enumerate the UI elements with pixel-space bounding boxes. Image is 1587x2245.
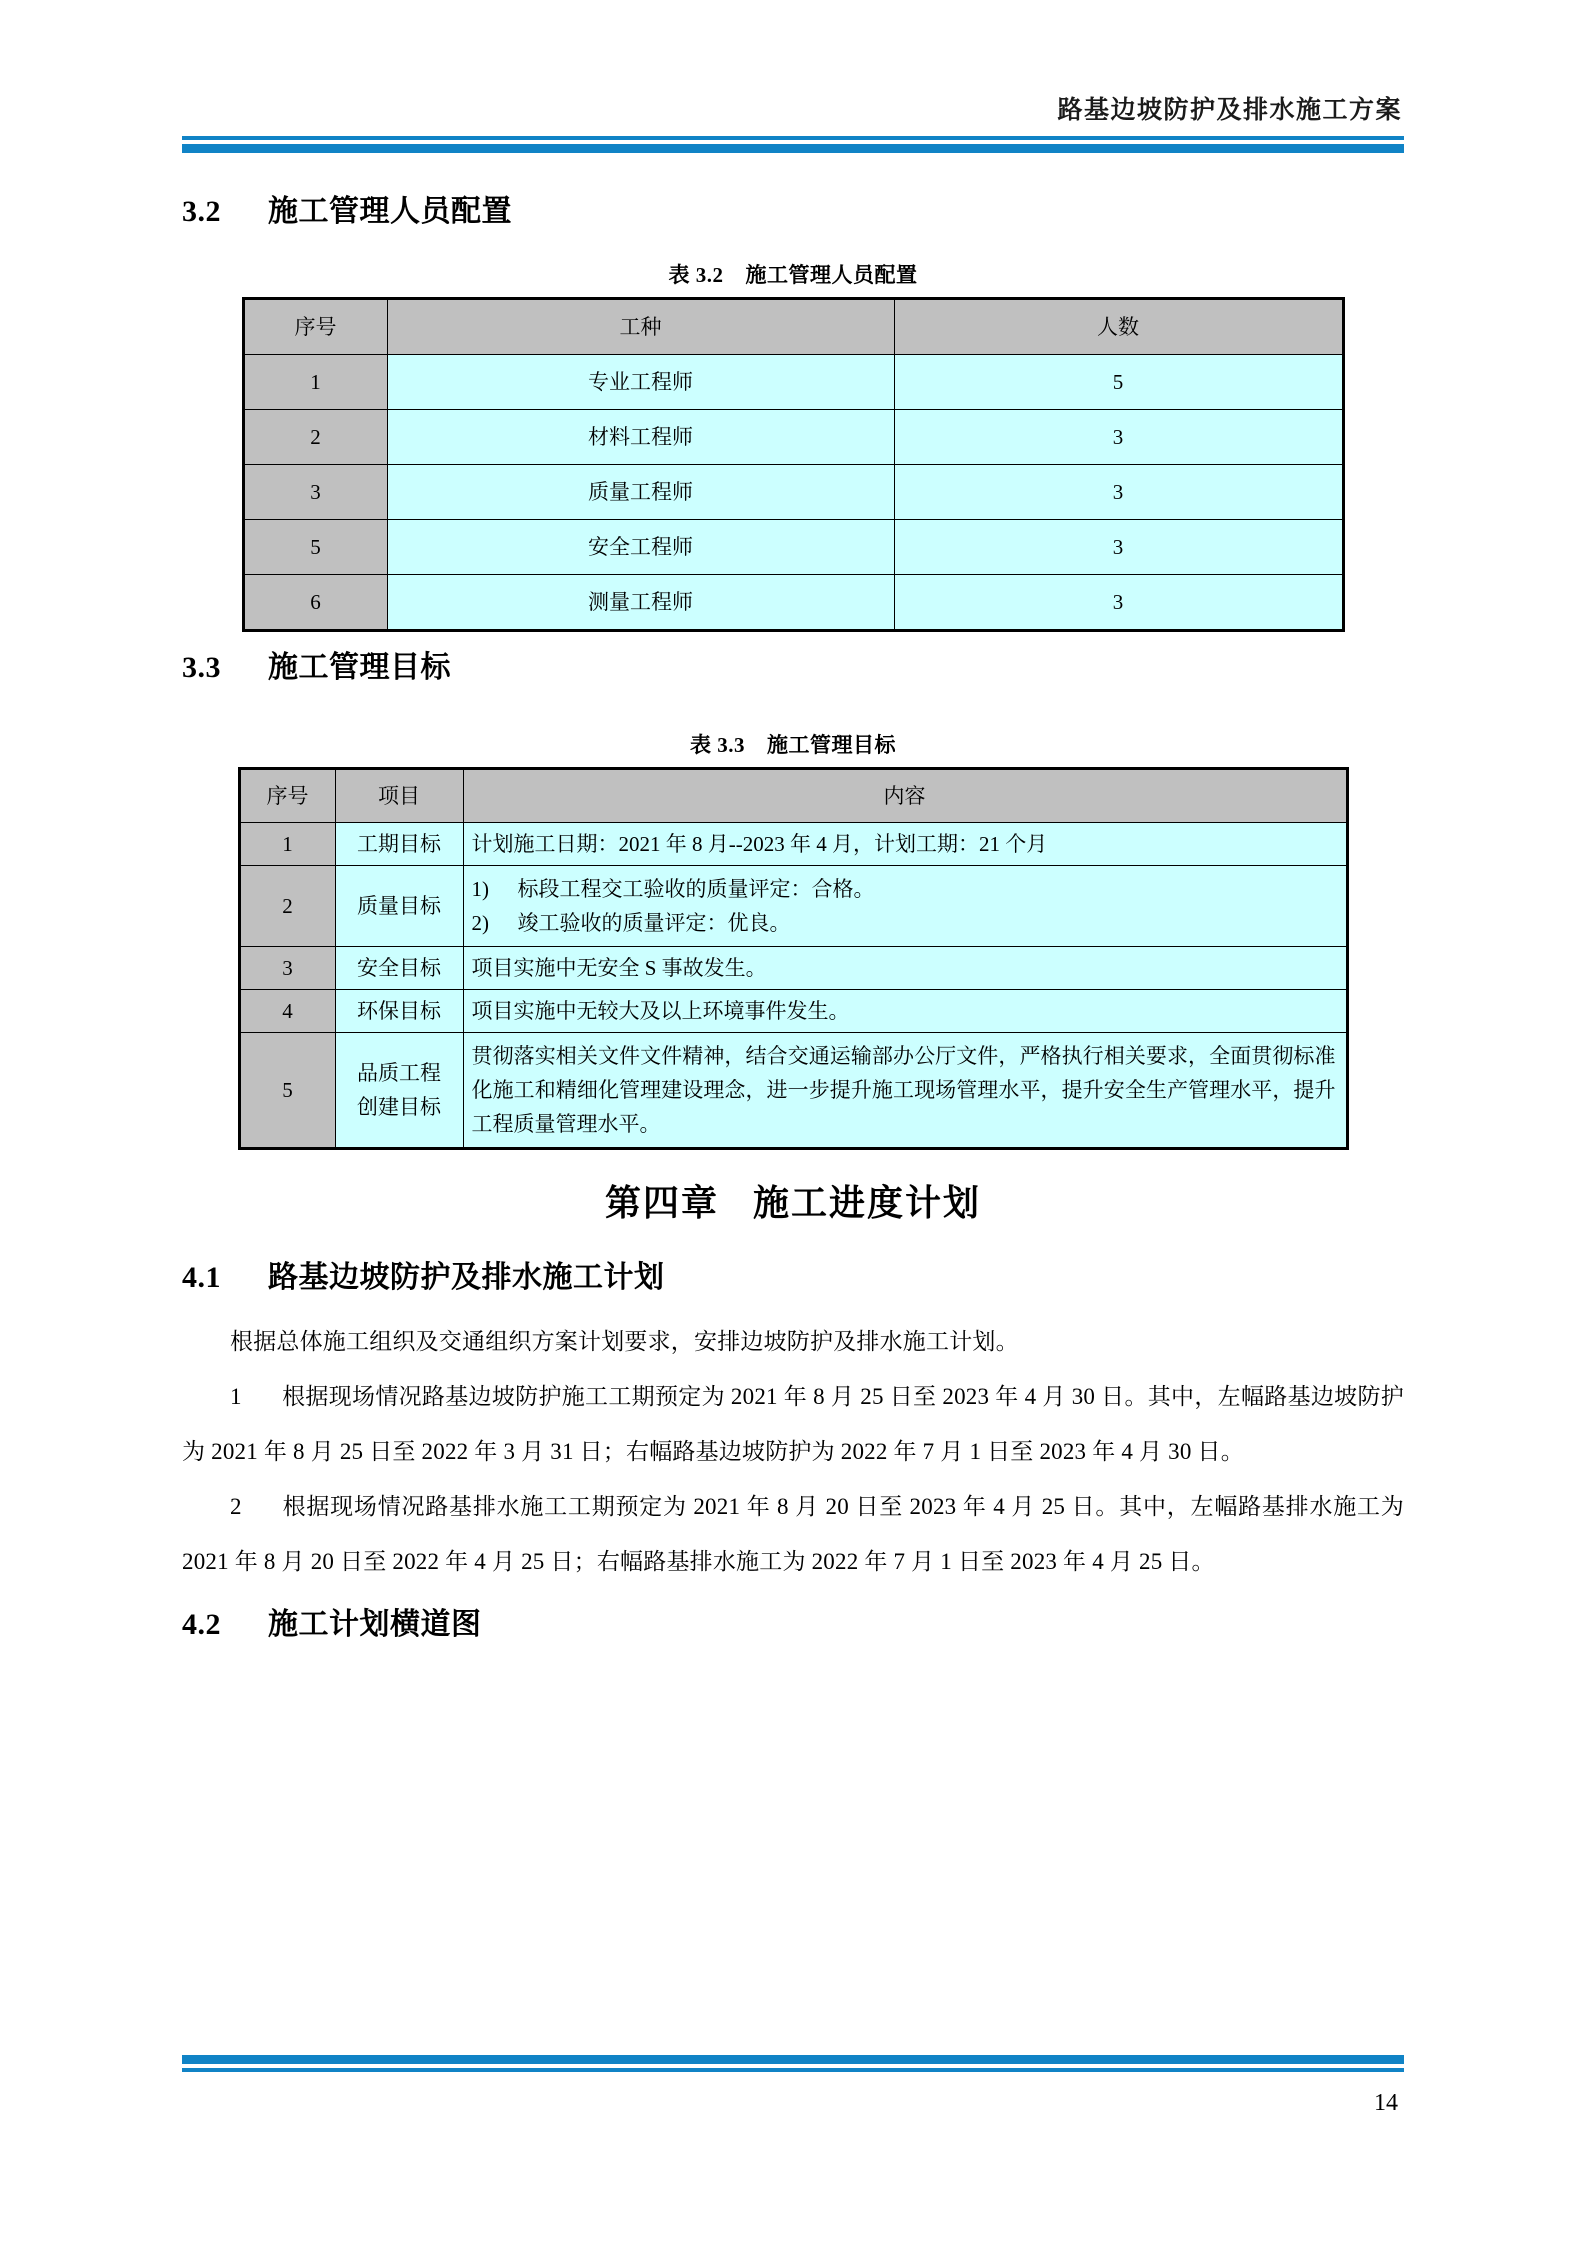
- list-text: 标段工程交工验收的质量评定：合格。: [517, 877, 875, 901]
- page-footer: [182, 2055, 1404, 2120]
- cell-item-line-2: 创建目标: [357, 1095, 441, 1119]
- paragraph-number: 2: [230, 1494, 242, 1519]
- cell-content: 项目实施中无较大及以上环境事件发生。: [463, 990, 1347, 1033]
- table-row: [243, 465, 1343, 520]
- cell-count: 3: [894, 465, 1343, 520]
- paragraph-item-1: [182, 1369, 1404, 1479]
- section-title-3-2: 施工管理人员配置: [268, 195, 512, 228]
- content-list-item: [472, 906, 1338, 940]
- table-row: [239, 1033, 1347, 1149]
- table-staffing: [242, 297, 1345, 632]
- section-number-3-3: 3.3: [182, 651, 221, 684]
- paragraph-item-2: [182, 1479, 1404, 1589]
- chapter-number: 第四章: [604, 1183, 719, 1223]
- table-row: [243, 575, 1343, 631]
- cell-job: 专业工程师: [387, 355, 894, 410]
- cell-index: 3: [239, 947, 335, 990]
- table-row: [239, 823, 1347, 866]
- table-3-3-caption-title: 施工管理目标: [767, 733, 896, 757]
- table-3-3-caption: [182, 730, 1404, 760]
- cell-content: 项目实施中无安全 S 事故发生。: [463, 947, 1347, 990]
- cell-index: 6: [243, 575, 387, 631]
- cell-item: [335, 1033, 463, 1149]
- paragraph-text: 根据现场情况路基排水施工工期预定为 2021 年 8 月 20 日至 2023 年 4 月 25 日。其中，左幅路基排水施工为 2021 年 8 月 20 日至 2022 年 4 月 25 日；右幅路基排水施工为 2022 年 7 月 1 日至 2023 年 4 月 25 日。: [182, 1494, 1404, 1574]
- cell-item: 安全目标: [335, 947, 463, 990]
- table-row-header: [243, 299, 1343, 355]
- header-title: 路基边坡防护及排水施工方案: [1057, 97, 1402, 124]
- cell-index: 4: [239, 990, 335, 1033]
- table-row: [239, 866, 1347, 947]
- section-title-4-2: 施工计划横道图: [268, 1608, 482, 1641]
- chapter-title: 施工进度计划: [753, 1183, 982, 1223]
- cell-content: [463, 866, 1347, 947]
- section-number-3-2: 3.2: [182, 195, 221, 228]
- section-number-4-1: 4.1: [182, 1261, 221, 1294]
- table-3-2-caption-title: 施工管理人员配置: [745, 263, 918, 287]
- section-heading-4-1: [182, 1256, 1404, 1300]
- paragraph-number: 1: [230, 1384, 242, 1409]
- table-3-3-caption-label: 表 3.3: [690, 733, 745, 757]
- section-heading-3-2: [182, 190, 1404, 234]
- list-marker: 2): [471, 911, 489, 935]
- chapter-heading-4: [182, 1176, 1404, 1230]
- cell-count: 3: [894, 575, 1343, 631]
- cell-index: 2: [243, 410, 387, 465]
- table-row: [243, 410, 1343, 465]
- table-row: [239, 990, 1347, 1033]
- section-title-4-1: 路基边坡防护及排水施工计划: [268, 1261, 665, 1294]
- cell-index: 1: [243, 355, 387, 410]
- cell-item-line-1: 品质工程: [357, 1061, 441, 1085]
- column-header-job: 工种: [387, 299, 894, 355]
- list-text: 竣工验收的质量评定：优良。: [517, 911, 791, 935]
- column-header-index: 序号: [239, 769, 335, 823]
- page-number: 14: [1374, 2090, 1398, 2116]
- cell-content: 贯彻落实相关文件文件精神，结合交通运输部办公厅文件，严格执行相关要求，全面贯彻标准化施工和精细化管理建设理念，进一步提升施工现场管理水平，提升安全生产管理水平，提升工程质量管理水平。: [463, 1033, 1347, 1149]
- table-row: [239, 947, 1347, 990]
- cell-count: 3: [894, 410, 1343, 465]
- paragraph-text: 根据现场情况路基边坡防护施工工期预定为 2021 年 8 月 25 日至 2023 年 4 月 30 日。其中，左幅路基边坡防护为 2021 年 8 月 25 日至 2022 年 3 月 31 日；右幅路基边坡防护为 2022 年 7 月 1 日至 2023 年 4 月 30 日。: [182, 1384, 1404, 1464]
- page-content: [182, 190, 1404, 1647]
- table-row: [243, 520, 1343, 575]
- cell-job: 测量工程师: [387, 575, 894, 631]
- paragraph-intro: 根据总体施工组织及交通组织方案计划要求，安排边坡防护及排水施工计划。: [230, 1329, 1019, 1354]
- header-rule: [182, 136, 1404, 153]
- column-header-count: 人数: [894, 299, 1343, 355]
- column-header-item: 项目: [335, 769, 463, 823]
- list-marker: 1): [471, 877, 489, 901]
- column-header-index: 序号: [243, 299, 387, 355]
- cell-index: 2: [239, 866, 335, 947]
- table-3-2-caption: [182, 260, 1404, 290]
- cell-index: 5: [239, 1033, 335, 1149]
- cell-job: 质量工程师: [387, 465, 894, 520]
- cell-count: 5: [894, 355, 1343, 410]
- table-management-goals: [238, 767, 1349, 1150]
- header-rule-thick: [182, 144, 1404, 153]
- section-heading-3-3: [182, 646, 1404, 690]
- cell-job: 材料工程师: [387, 410, 894, 465]
- section-title-3-3: 施工管理目标: [268, 651, 451, 684]
- cell-item: 环保目标: [335, 990, 463, 1033]
- section-heading-4-2: [182, 1603, 1404, 1647]
- cell-item: 工期目标: [335, 823, 463, 866]
- cell-content: 计划施工日期：2021 年 8 月--2023 年 4 月，计划工期：21 个月: [463, 823, 1347, 866]
- cell-index: 1: [239, 823, 335, 866]
- cell-index: 3: [243, 465, 387, 520]
- content-list-item: [472, 872, 1338, 906]
- cell-job: 安全工程师: [387, 520, 894, 575]
- section-number-4-2: 4.2: [182, 1608, 221, 1641]
- cell-count: 3: [894, 520, 1343, 575]
- table-row-header: [239, 769, 1347, 823]
- table-row: [243, 355, 1343, 410]
- cell-item: 质量目标: [335, 866, 463, 947]
- column-header-content: 内容: [463, 769, 1347, 823]
- footer-rule-thick: [182, 2055, 1404, 2064]
- page-header: [182, 95, 1404, 153]
- cell-index: 5: [243, 520, 387, 575]
- footer-rule: [182, 2055, 1404, 2072]
- table-3-2-caption-label: 表 3.2: [668, 263, 724, 287]
